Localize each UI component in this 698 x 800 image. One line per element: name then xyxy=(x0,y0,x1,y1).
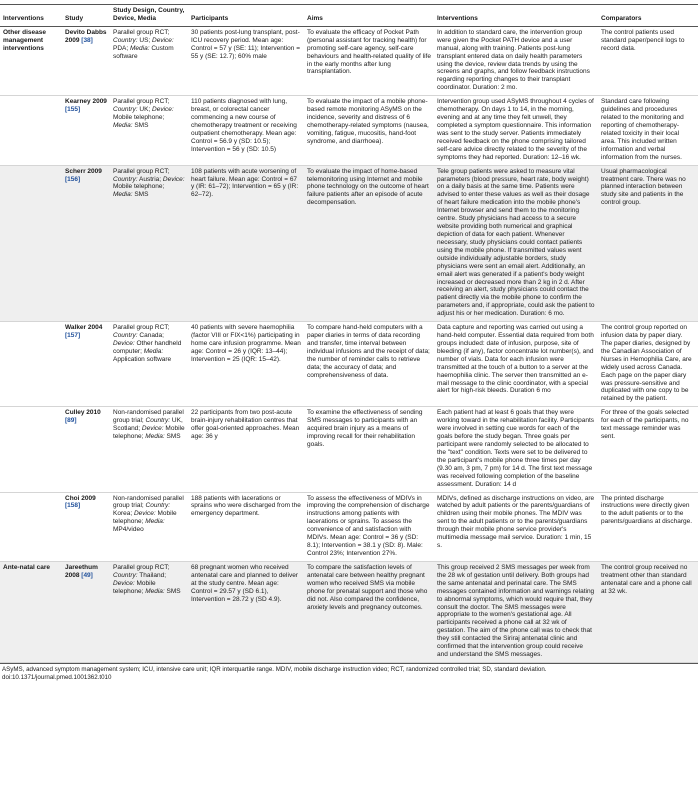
design-type: Parallel group RCT; xyxy=(113,167,170,175)
media-value: MP4/video xyxy=(113,526,144,534)
study-name: Choi 2009 xyxy=(65,494,96,502)
country-label: Country: xyxy=(113,36,138,44)
intervention-group-cell: Other disease management interventions xyxy=(0,26,62,95)
comparators-cell: The printed discharge instructions were directly given to the adult patients or to the parents/guardians at discharge. xyxy=(598,492,698,561)
device-value: PDA; xyxy=(113,44,129,52)
table-row xyxy=(0,492,698,561)
design-cell xyxy=(110,165,188,322)
header-aims: Aims xyxy=(304,5,434,27)
device-label: Device: xyxy=(113,339,135,347)
interventions-cell: In addition to standard care, the intervention group were given the Pocket PATH device and a user manual, along with training. Patients post-lung transplant entered data on daily health parameters using the device, review data trends by using the screens and graphs, and follow feedback instructions regarding reporting changes to their transplant coordinator. Duration: 2 mo. xyxy=(434,26,598,95)
interventions-cell: Each patient had at least 6 goals that they were working toward in the rehabilitation facility. Participants were involved in setting cue words for each of the goals before the study began. Three goals per participant were randomly selected to be allocated to the "text" condition. Texts were set to be delivered to the participant's mobile phone three times per day (9.30 am, 3 pm, 7 pm) for 14 d. The first text message was received following completion of the baseline assessment. Duration: 14 d xyxy=(434,407,598,492)
country-value: Thailand; xyxy=(139,571,167,579)
device-value: Other handheld computer; xyxy=(113,339,182,355)
study-ref[interactable]: [155] xyxy=(65,106,81,114)
participants-cell: 40 patients with severe haemophilia (factor VIII or FIX<1%) participating in home care infusion programme. Mean age: Control = 26 y (IQR: 13–44); Intervention = 25 (IQR: 15–42). xyxy=(188,322,304,407)
table-body xyxy=(0,26,698,662)
media-label: Media: xyxy=(113,121,133,129)
aims-cell: To evaluate the efficacy of Pocket Path (personal assistant for tracking health) for promoting self-care agency, self-care behaviours and health-related quality of life in the early months after lung transplantation. xyxy=(304,26,434,95)
country-value: UK, Scotland; xyxy=(113,417,183,433)
intervention-group-cell xyxy=(0,407,62,492)
design-cell xyxy=(110,492,188,561)
header-participants: Participants xyxy=(188,5,304,27)
comparators-cell: Usual pharmacological treatment care. There was no planned interaction between study site and patients in the control group. xyxy=(598,165,698,322)
country-value: UK; xyxy=(139,106,151,114)
media-label: Media: xyxy=(113,191,133,199)
participants-cell: 110 patients diagnosed with lung, breast, or colorectal cancer commencing a new course of chemotherapy treatment or receiving outpatient chemotherapy. Mean age: Control = 56.9 y (SD: 10.5); Intervention = 56 y (SD: 10.5) xyxy=(188,96,304,165)
aims-cell: To evaluate the impact of home-based telemonitoring using Internet and mobile phone technology on the outcome of heart failure patients after an episode of acute decompensation. xyxy=(304,165,434,322)
design-type: Parallel group RCT; xyxy=(113,98,170,106)
table-row xyxy=(0,407,698,492)
country-label: Country: xyxy=(113,175,138,183)
study-name: Devito Dabbs 2009 xyxy=(65,28,107,44)
table-doi: doi:10.1371/journal.pmed.1001362.t010 xyxy=(2,674,112,682)
header-comparators: Comparators xyxy=(598,5,698,27)
studies-table xyxy=(0,4,698,663)
country-value: Korea; xyxy=(113,510,133,518)
study-cell xyxy=(62,322,110,407)
media-value: Application software xyxy=(113,355,172,363)
design-cell xyxy=(110,322,188,407)
media-label: Media: xyxy=(145,433,165,441)
country-value: Canada; xyxy=(139,332,164,340)
media-value: SMS xyxy=(134,121,149,129)
study-ref[interactable]: [38] xyxy=(81,36,93,44)
aims-cell: To compare hand-held computers with a paper diaries in terms of data recording and transfer, time interval between individual infusions and the receipt of data; the number of reminder calls to retrieve data; the accuracy of data; and comprehensiveness of data. xyxy=(304,322,434,407)
comparators-cell: The control group received no treatment other than standard antenatal care and a phone call at 32 wk. xyxy=(598,561,698,662)
media-value: SMS xyxy=(134,191,149,199)
study-cell xyxy=(62,26,110,95)
interventions-cell: This group received 2 SMS messages per week from the 28 wk of gestation until delivery. Both groups had the same antenatal and perinatal care. The SMS messages contained information and warnings relating to abnormal symptoms, which would require that, they consult the doctor. The SMS messages were appropriate to the women's gestational age. All participants received a phone call at 32 wk of gestation. The aim of the phone call was to check that they still contacted the Siriraj antenatal clinic and confirmed that the intervention group could receive and understand the SMS messages. xyxy=(434,561,598,662)
device-value: Mobile telephone; xyxy=(113,510,177,526)
study-name: Kearney 2009 xyxy=(65,98,107,106)
study-name: Scherr 2009 xyxy=(65,167,102,175)
media-label: Media: xyxy=(145,518,165,526)
aims-cell: To compare the satisfaction levels of antenatal care between healthy pregnant women who received SMS via mobile phone for prenatal support and those who did not. Also compared the confidence, anxiety levels and pregnancy outcomes. xyxy=(304,561,434,662)
aims-cell: To evaluate the impact of a mobile phone-based remote monitoring ASyMS on the incidence, severity and distress of 6 chemotherapy-related symptoms (nausea, vomiting, fatigue, mucositis, hand-foot syndrome, and diarrhoea). xyxy=(304,96,434,165)
device-label: Device: xyxy=(162,175,185,183)
country-label: Country: xyxy=(113,571,138,579)
device-label: Device: xyxy=(152,106,174,114)
country-label: Country: xyxy=(145,502,171,510)
country-label: Country: xyxy=(113,106,138,114)
media-label: Media: xyxy=(145,587,165,595)
device-label: Device: xyxy=(133,510,156,518)
table-row xyxy=(0,561,698,662)
device-value: Mobile telephone; xyxy=(113,579,156,595)
intervention-group-cell: Ante-natal care xyxy=(0,561,62,662)
country-label: Country: xyxy=(145,417,171,425)
design-cell xyxy=(110,407,188,492)
design-type: Non-randomised parallel group trial; xyxy=(113,409,184,425)
study-cell xyxy=(62,96,110,165)
study-ref[interactable]: [158] xyxy=(65,502,81,510)
media-value: SMS xyxy=(166,587,181,595)
participants-cell: 108 patients with acute worsening of heart failure. Mean age: Control = 67 y (IR: 61–72); Intervention = 65 y (IR: 62–72). xyxy=(188,165,304,322)
intervention-group-cell xyxy=(0,96,62,165)
design-type: Parallel group RCT; xyxy=(113,563,170,571)
study-cell xyxy=(62,492,110,561)
device-value: Mobile telephone; xyxy=(113,425,185,441)
intervention-group-cell xyxy=(0,322,62,407)
participants-cell: 68 pregnant women who received antenatal care and planned to deliver at the study centre. Mean age: Control = 29.57 y (SD 6.1), Intervention = 28.72 y (SD 4.9). xyxy=(188,561,304,662)
media-value: Custom software xyxy=(113,44,174,60)
country-label: Country: xyxy=(113,332,138,340)
design-cell xyxy=(110,96,188,165)
study-cell xyxy=(62,561,110,662)
table-row xyxy=(0,165,698,322)
header-interventions: Interventions xyxy=(0,5,62,27)
aims-cell: To examine the effectiveness of sending SMS messages to participants with an acquired brain injury as a means of improving recall for their rehabilitation goals. xyxy=(304,407,434,492)
table-row xyxy=(0,96,698,165)
study-cell xyxy=(62,165,110,322)
comparators-cell: The control patients used standard paper/pencil logs to record data. xyxy=(598,26,698,95)
intervention-group-cell xyxy=(0,165,62,322)
participants-cell: 22 participants from two post-acute brain-injury rehabilitation centres that offer goal-oriented approaches. Mean age: 36 y xyxy=(188,407,304,492)
interventions-cell: MDIVs, defined as discharge instructions on video, are watched by adult patients or the parents/guardians of children using their mobile phones. The MDIV was sent to the adult patients or to the parents/guardians through their mobile phone service provider's multimedia message mail service. Duration: 1 min, 15 s. xyxy=(434,492,598,561)
table-row xyxy=(0,322,698,407)
comparators-cell: For three of the goals selected for each of the participants, no text message reminder was sent. xyxy=(598,407,698,492)
design-type: Parallel group RCT; xyxy=(113,28,170,36)
participants-cell: 188 patients with lacerations or sprains who were discharged from the emergency department. xyxy=(188,492,304,561)
aims-cell: To assess the effectiveness of MDIVs in improving the comprehension of discharge instructions among patients with lacerations or sprains. To assess the convenience of and satisfaction with MDIVs. Mean age: Control = 36 y (SD: 8.1); Intervention = 38.1 y (SD: 8). Male: Control 23%; Intervention 27%. xyxy=(304,492,434,561)
study-ref[interactable]: [156] xyxy=(65,175,81,183)
media-label: Media: xyxy=(143,347,164,355)
header-design: Study Design, Country, Device, Media xyxy=(110,5,188,27)
header-study: Study xyxy=(62,5,110,27)
device-label: Device: xyxy=(113,579,135,587)
study-ref[interactable]: [49] xyxy=(81,571,93,579)
media-value: SMS xyxy=(166,433,181,441)
device-label: Device: xyxy=(141,425,164,433)
study-name: Walker 2004 xyxy=(65,324,103,332)
design-cell xyxy=(110,26,188,95)
participants-cell: 30 patients post-lung transplant, post-ICU recovery period. Mean age: Control = 57 y (SE: 11); Intervention = 55 y (SE: 12.7); 60% male xyxy=(188,26,304,95)
design-type: Non-randomised parallel group trial; xyxy=(113,494,184,510)
table-header-row xyxy=(0,5,698,27)
interventions-cell: Intervention group used ASyMS throughout 4 cycles of chemotherapy. On days 1 to 14, in the morning, evening and at any time they felt unwell, they completed a symptom questionnaire. This information was sent to the study server. Patients immediately received feedback on the phone comprising tailored self-care advice directly related to the severity of the symptoms they had reported. Duration: 12–16 wk. xyxy=(434,96,598,165)
header-interventions-detail: Interventions xyxy=(434,5,598,27)
design-cell xyxy=(110,561,188,662)
interventions-cell: Tele group patients were asked to measure vital parameters (blood pressure, heart rate, body weight) on a daily basis at the same time. Patients were advised to enter these values as well as their dosage of heart failure medication into the mobile phone's Internet browser and send them to the monitoring centre. Study physicians had access to a secure website providing both numerical and graphical depiction of data for each patient. Whenever necessary, study physicians could contact patients using the mobile phone. If transmitted values went outside individually adjustable borders, study physicians were sent an email alert. Additionally, an email alert was generated if a patient's body weight increased or decreased more than 2 kg in 2 d. After receiving an alert, study physicians could contact the patient directly via the mobile phone to confirm the parameters and, if appropriate, could ask the patient to adjust his or her medication. Duration: 6 mo. xyxy=(434,165,598,322)
device-value: Mobile telephone; xyxy=(113,114,165,122)
interventions-cell: Data capture and reporting was carried out using a hand-held computer. Essential data required from both groups included: date of infusion, purpose, site of bleeding (if any), factor concentrate lot number(s), and number of vials. Data for each infusion were transmitted at the touch of a button to a server at the haemophilia clinic. The server then transmitted an e-mail message to the clinic coordinator, with a special alert for high-risk bleeds. Duration 6 mo xyxy=(434,322,598,407)
media-label: Media: xyxy=(129,44,150,52)
country-value: US; xyxy=(139,36,151,44)
study-ref[interactable]: [157] xyxy=(65,332,81,340)
country-value: Austria; xyxy=(139,175,162,183)
table-footnote: ASyMS, advanced symptom management system; ICU, intensive care unit; IQR interquartile range. MDIV, mobile discharge instruction video; RCT, randomized controlled trial; SD, standard deviation. xyxy=(2,665,547,673)
study-name: Culley 2010 xyxy=(65,409,101,417)
table-row xyxy=(0,26,698,95)
study-name: Jareethum 2008 xyxy=(65,563,98,579)
design-type: Parallel group RCT; xyxy=(113,324,170,332)
comparators-cell: Standard care following guidelines and procedures related to the monitoring and reporting of chemotherapy-related toxicity in their local area. This included written information and verbal information from the nurses. xyxy=(598,96,698,165)
device-value: Mobile telephone; xyxy=(113,183,165,191)
device-label: Device: xyxy=(152,36,174,44)
study-ref[interactable]: [89] xyxy=(65,417,77,425)
study-cell xyxy=(62,407,110,492)
intervention-group-cell xyxy=(0,492,62,561)
comparators-cell: The control group reported on infusion data by paper diary. The paper diaries, designed by the Canadian Association of Nurses in Hemophilia Care, are widely used across Canada. Each page on the paper diary was pressure-sensitive and duplicated with one copy to be retained by the patient. xyxy=(598,322,698,407)
footnote-rule xyxy=(0,663,698,664)
